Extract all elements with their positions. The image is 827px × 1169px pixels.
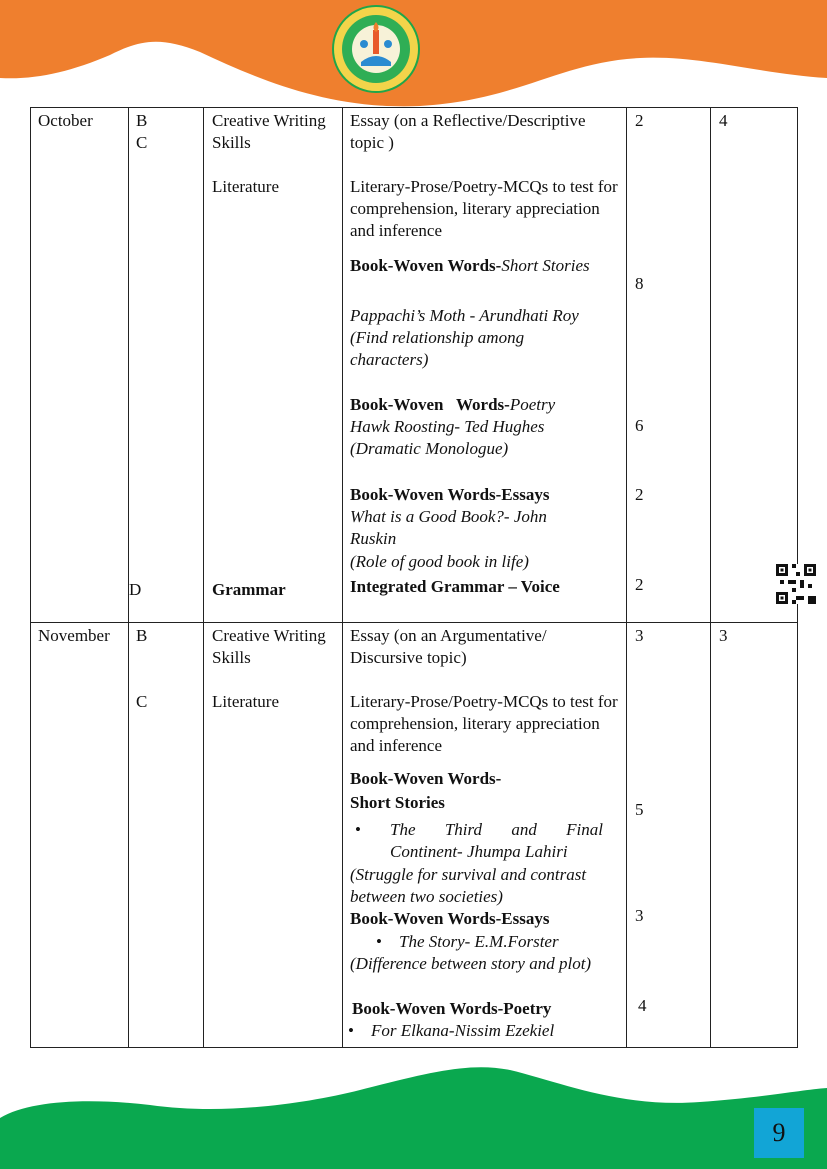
content-title: The Story- E.M.Forster [399, 932, 559, 951]
content-theme: (Find relationship among characters) [350, 328, 525, 369]
period-value: 2 [635, 485, 644, 504]
content-theme: (Role of good book in life) [350, 552, 529, 571]
topic-label: Creative Writing Skills [212, 111, 326, 152]
periods-cell [627, 623, 711, 1048]
month-cell [31, 108, 129, 623]
month-cell [31, 623, 129, 1048]
content-title: What is a Good Book?- John Ruskin [350, 507, 547, 548]
content-heading: Book-Woven Words- [350, 395, 510, 414]
content-cell [343, 108, 627, 623]
period-value: 3 [635, 626, 644, 645]
content-kind: Short Stories [350, 793, 445, 812]
content-kind: Poetry [509, 395, 556, 414]
topic-label: Literature [212, 692, 280, 711]
period-value: 3 [635, 906, 644, 925]
content-heading: Book-Woven Words-Essays [350, 909, 550, 928]
topic-label: Creative Writing Skills [212, 626, 326, 667]
content-heading: Book-Woven Words- [350, 769, 502, 788]
topic-cell [204, 108, 343, 623]
section-cell [129, 623, 204, 1048]
section-label: B [136, 626, 148, 645]
periods-cell [627, 108, 711, 623]
month-label: November [38, 626, 110, 645]
total-value: 3 [719, 626, 728, 645]
period-value: 4 [638, 996, 647, 1015]
content-title: Hawk Roosting- Ted Hughes [350, 417, 545, 436]
period-value: 5 [635, 800, 644, 819]
content-heading: Book-Woven Words- [350, 256, 502, 275]
syllabus-table [30, 107, 798, 1048]
total-value: 4 [719, 111, 728, 130]
qr-code-icon [776, 564, 816, 604]
bullet-icon: • [355, 820, 361, 839]
topic-label: Literature [212, 177, 280, 196]
bullet-icon: • [348, 1021, 354, 1040]
content-text: Essay (on a Reflective/Descriptive topic ) [350, 111, 586, 152]
section-label: D [129, 580, 142, 599]
bullet-icon: • [376, 932, 382, 951]
page-number: 9 [754, 1108, 804, 1158]
board-logo-icon [331, 4, 421, 94]
total-cell [711, 108, 798, 623]
footer-wave [0, 1060, 827, 1169]
content-heading: Book-Woven Words-Essays [350, 485, 550, 504]
topic-label: Grammar [212, 580, 286, 599]
content-title: For Elkana-Nissim Ezekiel [371, 1021, 555, 1040]
content-title: The Third and Final Continent- Jhumpa Lahiri [390, 820, 603, 861]
content-block [350, 394, 555, 416]
table-row [31, 108, 798, 623]
content-kind: Short Stories [501, 256, 590, 275]
content-cell [343, 623, 627, 1048]
period-value: 8 [635, 274, 644, 293]
month-label: October [38, 111, 93, 130]
content-heading: Integrated Grammar – Voice [350, 577, 560, 596]
period-value: 2 [635, 111, 644, 130]
content-title: Pappachi’s Moth - Arundhati Roy [350, 306, 579, 325]
section-label: B [136, 111, 148, 130]
table-row [31, 623, 798, 1048]
content-heading: Book-Woven Words-Poetry [352, 999, 552, 1018]
section-label: C [136, 133, 148, 152]
content-theme: (Difference between story and plot) [350, 954, 592, 973]
section-cell [129, 108, 204, 623]
section-label: C [136, 692, 148, 711]
content-text: Essay (on an Argumentative/ Discursive topic) [350, 626, 547, 667]
content-text: Literary-Prose/Poetry-MCQs to test for comprehension, literary appreciation and inference [350, 177, 618, 240]
period-value: 6 [635, 416, 644, 435]
content-text: Literary-Prose/Poetry-MCQs to test for comprehension, literary appreciation and inference [350, 692, 618, 755]
content-theme: (Dramatic Monologue) [350, 439, 509, 458]
period-value: 2 [635, 575, 644, 594]
content-block [350, 253, 620, 279]
topic-cell [204, 623, 343, 1048]
total-cell [711, 623, 798, 1048]
content-theme: (Struggle for survival and contrast between two societies) [350, 865, 587, 906]
